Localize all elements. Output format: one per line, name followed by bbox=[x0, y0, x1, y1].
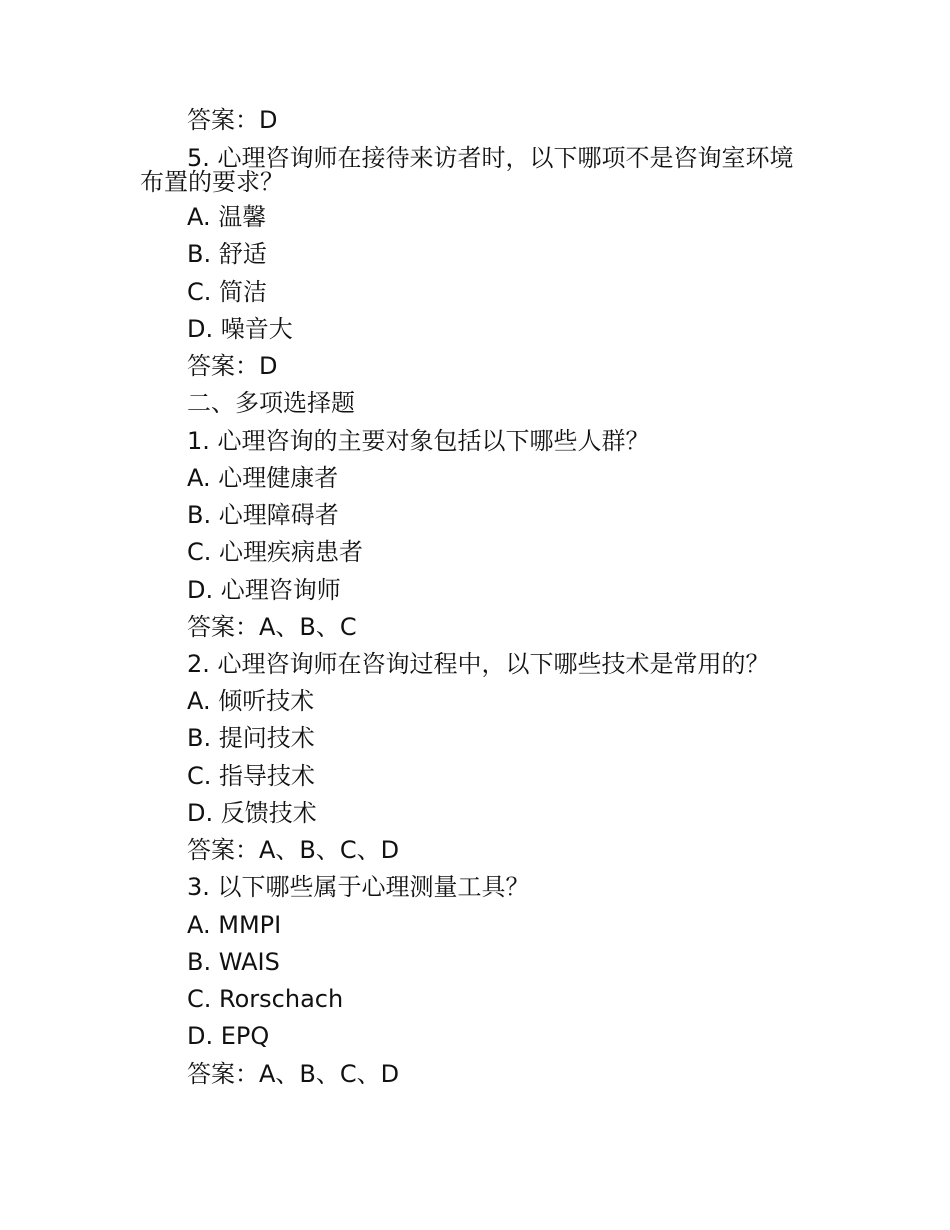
option-a: A. MMPI bbox=[187, 911, 282, 939]
answer-line: 答案：D bbox=[187, 106, 278, 134]
section-heading: 二、多项选择题 bbox=[187, 389, 355, 417]
option-a: A. 倾听技术 bbox=[187, 687, 315, 715]
answer-line: 答案：A、B、C bbox=[187, 613, 357, 641]
option-c: C. 简洁 bbox=[187, 278, 268, 306]
answer-line: 答案：A、B、C、D bbox=[187, 836, 400, 864]
option-d: D. 噪音大 bbox=[187, 315, 293, 343]
option-d: D. 反馈技术 bbox=[187, 799, 317, 827]
option-b: B. 舒适 bbox=[187, 240, 267, 268]
answer-line: 答案：D bbox=[187, 352, 278, 380]
option-b: B. 提问技术 bbox=[187, 724, 315, 752]
question-2-text: 2. 心理咨询师在咨询过程中，以下哪些技术是常用的？ bbox=[187, 650, 770, 678]
option-c: C. 指导技术 bbox=[187, 762, 316, 790]
option-c: C. 心理疾病患者 bbox=[187, 538, 364, 566]
question-3-text: 3. 以下哪些属于心理测量工具？ bbox=[187, 873, 530, 901]
option-b: B. WAIS bbox=[187, 948, 280, 976]
option-a: A. 心理健康者 bbox=[187, 464, 339, 492]
question-5-text-continued: 布置的要求？ bbox=[140, 168, 284, 196]
question-1-text: 1. 心理咨询的主要对象包括以下哪些人群？ bbox=[187, 427, 650, 455]
option-b: B. 心理障碍者 bbox=[187, 501, 339, 529]
question-5-text: 5. 心理咨询师在接待来访者时，以下哪项不是咨询室环境 bbox=[187, 144, 794, 172]
option-a: A. 温馨 bbox=[187, 203, 267, 231]
option-d: D. EPQ bbox=[187, 1022, 270, 1050]
option-c: C. Rorschach bbox=[187, 985, 344, 1013]
answer-line: 答案：A、B、C、D bbox=[187, 1060, 400, 1088]
option-d: D. 心理咨询师 bbox=[187, 576, 341, 604]
